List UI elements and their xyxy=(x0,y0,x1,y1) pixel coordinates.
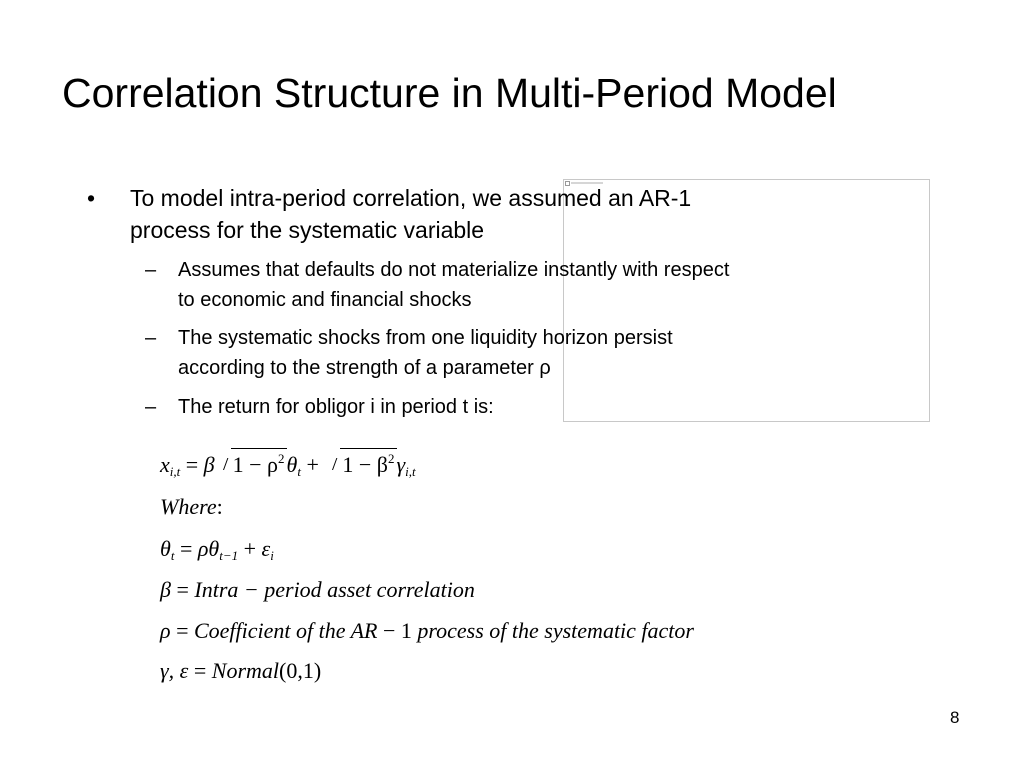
var-beta: β xyxy=(203,452,215,477)
equation-ar1 xyxy=(160,536,274,564)
sqrt-2 xyxy=(326,448,396,478)
var-rho: ρ xyxy=(160,618,171,643)
square-exp: 2 xyxy=(278,451,285,466)
var-rho-theta: ρθ xyxy=(197,536,220,561)
sub-bullet-marker: – xyxy=(145,327,157,349)
equation-return xyxy=(160,448,416,480)
sub-bullet-marker: – xyxy=(145,396,157,418)
sub-i: i xyxy=(270,548,274,563)
normal-text: Normal xyxy=(211,658,280,683)
var-x: x xyxy=(160,452,170,477)
slide-title: Correlation Structure in Multi-Period Model xyxy=(62,70,837,116)
sqrt-1 xyxy=(217,448,287,478)
beta-definition: Intra − period asset correlation xyxy=(194,577,475,602)
equation-normal-def xyxy=(160,658,321,684)
var-epsilon: ε xyxy=(261,536,271,561)
equals-sign: = xyxy=(176,618,189,643)
var-gamma-epsilon: γ, ε xyxy=(160,658,189,683)
page-number: 8 xyxy=(950,708,960,727)
plus-sign: + xyxy=(243,536,257,561)
var-theta: θ xyxy=(286,452,298,477)
equals-sign: = xyxy=(179,536,193,561)
where-colon: : xyxy=(216,494,223,519)
equation-rho-def xyxy=(160,618,694,644)
equation-beta-def xyxy=(160,577,475,603)
rho-definition-c: process of the systematic factor xyxy=(417,618,694,643)
bullet-marker: • xyxy=(87,185,96,211)
rho-definition-a: Coefficient of the AR xyxy=(193,618,378,643)
main-bullet-line-2: process for the systematic variable xyxy=(130,217,485,243)
sub-bullet-1-line-1: Assumes that defaults do not materialize instantly with respect xyxy=(178,259,730,281)
sub-bullet-3-line-1: The return for obligor i in period t is: xyxy=(178,396,494,418)
square-exp: 2 xyxy=(388,451,395,466)
sub-t: t xyxy=(170,548,175,563)
where-label xyxy=(160,494,223,520)
sub-bullet-2-line-1: The systematic shocks from one liquidity horizon persist xyxy=(178,327,673,349)
var-beta: β xyxy=(160,577,171,602)
plus-sign: + xyxy=(306,452,319,477)
sub-i-t: i,t xyxy=(169,464,181,479)
equals-sign: = xyxy=(176,577,189,602)
where-text: Where xyxy=(160,494,217,519)
equals-sign: = xyxy=(185,452,199,477)
sqrt-2-body: 1 − β xyxy=(342,452,388,477)
sub-bullet-2-line-2: according to the strength of a parameter ρ xyxy=(178,357,551,379)
sqrt-1-body: 1 − ρ xyxy=(232,452,279,477)
sub-t: t xyxy=(297,464,301,479)
sub-t-1: t−1 xyxy=(219,548,239,563)
sub-bullet-1-line-2: to economic and financial shocks xyxy=(178,289,472,311)
sub-bullet-marker: – xyxy=(145,259,157,281)
sub-i-t: i,t xyxy=(405,464,416,479)
var-theta: θ xyxy=(160,536,171,561)
rho-definition-b: − 1 xyxy=(377,618,418,643)
var-gamma: γ xyxy=(396,452,406,477)
normal-args: (0,1) xyxy=(279,658,322,683)
main-bullet-line-1: To model intra-period correlation, we assumed an AR-1 xyxy=(130,185,692,211)
equals-sign: = xyxy=(193,658,207,683)
